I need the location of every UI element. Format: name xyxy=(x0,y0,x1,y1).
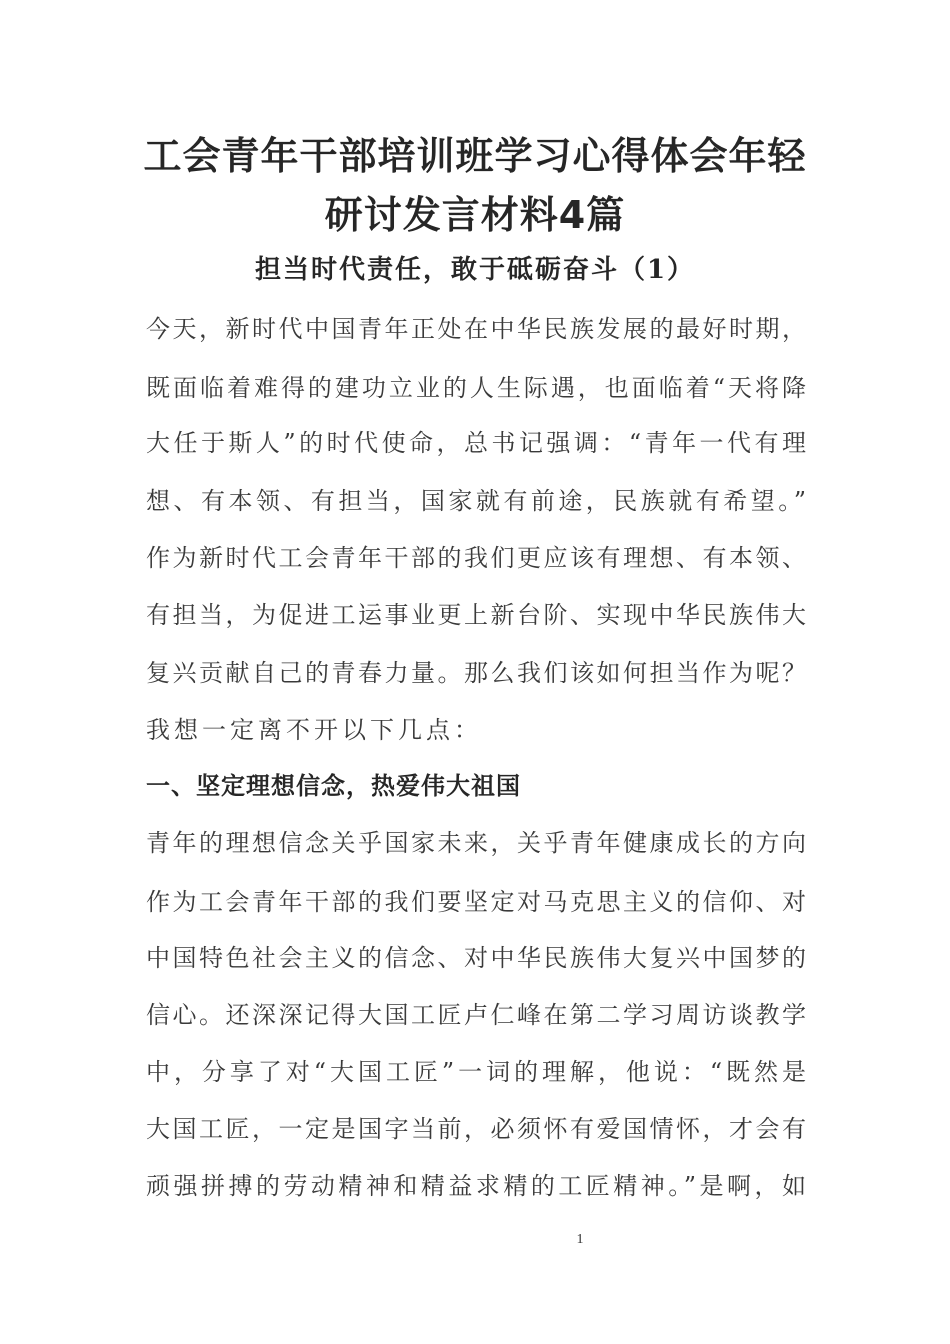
text-line: 有担当，为促进工运事业更上新台阶、实现中华民族伟大 xyxy=(146,601,806,629)
text-line: 顽强拼搏的劳动精神和精益求精的工匠精神。”是啊，如 xyxy=(146,1172,806,1200)
text-line: 想、有本领、有担当，国家就有前途，民族就有希望。” xyxy=(146,487,806,515)
section-heading-1: 一、坚定理想信念，热爱伟大祖国 xyxy=(146,771,521,800)
text-line: 大国工匠，一定是国字当前，必须怀有爱国情怀，才会有 xyxy=(146,1115,806,1143)
text-line: 复兴贡献自己的青春力量。那么我们该如何担当作为呢？ xyxy=(146,659,806,687)
text-line: 既面临着难得的建功立业的人生际遇，也面临着“天将降 xyxy=(146,374,806,402)
text-line: 信心。还深深记得大国工匠卢仁峰在第二学习周访谈教学 xyxy=(146,1001,806,1029)
text-line: 我想一定离不开以下几点： xyxy=(146,716,482,744)
text-line: 青年的理想信念关乎国家未来，关乎青年健康成长的方向 xyxy=(146,829,806,857)
text-line: 作为新时代工会青年干部的我们更应该有理想、有本领、 xyxy=(146,544,806,572)
text-line: 作为工会青年干部的我们要坚定对马克思主义的信仰、对 xyxy=(146,888,806,916)
text-line: 大任于斯人”的时代使命，总书记强调：“青年一代有理 xyxy=(146,429,806,457)
text-line: 今天，新时代中国青年正处在中华民族发展的最好时期， xyxy=(146,315,806,343)
section-subtitle: 担当时代责任，敢于砥砺奋斗（1） xyxy=(254,255,696,285)
text-line: 中，分享了对“大国工匠”一词的理解，他说：“既然是 xyxy=(146,1058,806,1086)
document-title-line-1: 工会青年干部培训班学习心得体会年轻 xyxy=(143,134,807,178)
text-line: 中国特色社会主义的信念、对中华民族伟大复兴中国梦的 xyxy=(146,944,806,972)
document-title-line-2: 研讨发言材料4篇 xyxy=(324,193,626,237)
page-number: 1 xyxy=(576,1232,584,1247)
